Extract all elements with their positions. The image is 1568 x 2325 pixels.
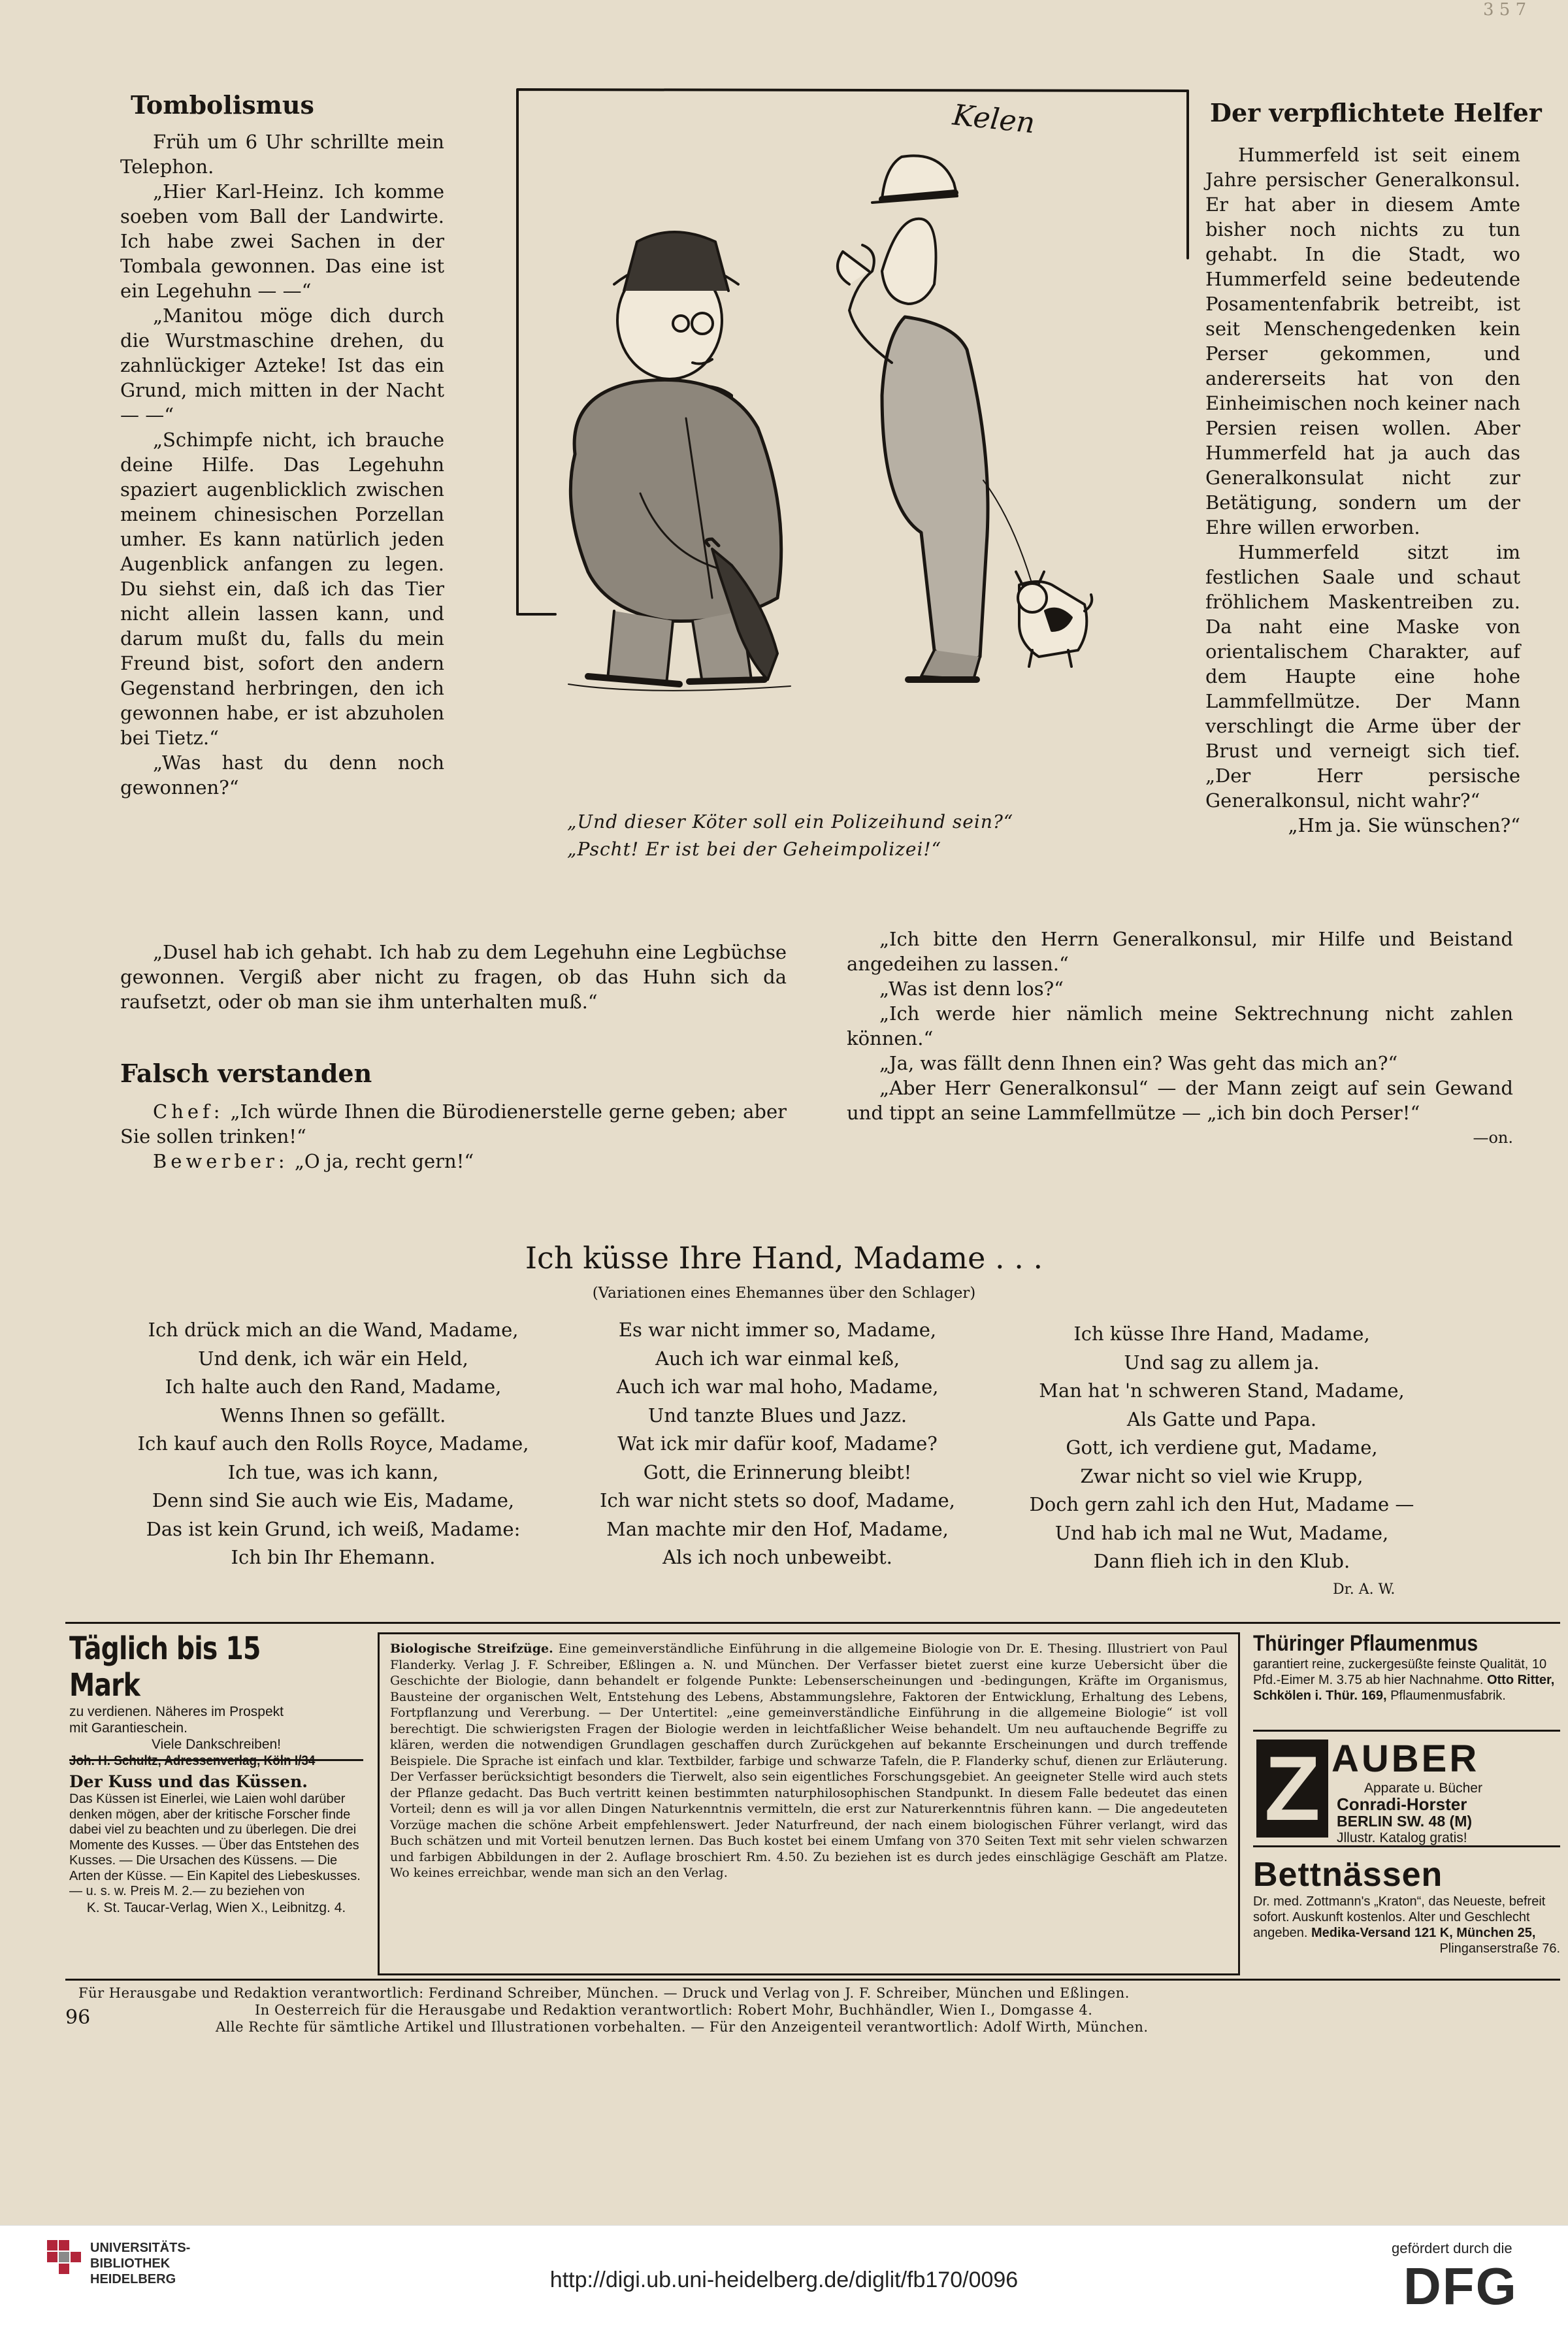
helfer-paragraph: Hummerfeld sitzt im festlichen Saale und schaut fröhlichem Maskentreiben zu. Da naht eine Maske von orientalischem Charakter, auf dem Haupte eine hohe Lammfellmütze. Der Mann verschlingt die Arme über der Brust und verneigt sich tief. „Der Herr persische Generalkonsul, nicht wahr?“: [1205, 541, 1520, 812]
ad-divider-bottom: [65, 1979, 1560, 1981]
poem-line: Ich küsse Ihre Hand, Madame,: [1073, 1323, 1370, 1345]
imprint-line1: Für Herausgabe und Redaktion verantwortlich: Ferdinand Schreiber, München. — Druck und Verlag von J. F. Schreiber, München und Eßlingen.: [78, 1985, 1130, 2001]
viewer-footer: [0, 2225, 1568, 2325]
ad-kuss-publisher: K. St. Taucar-Verlag, Wien X., Leibnitzg. 4.: [86, 1900, 346, 1915]
poem-line: Ich kauf auch den Rolls Royce, Madame,: [137, 1432, 529, 1455]
falsch-line1: „Ich würde Ihnen die Bürodienerstelle gerne geben; aber Sie sollen trinken!“: [120, 1100, 787, 1147]
ad-taeglich-address: Joh. H. Schultz, Adressenverlag, Köln I/34: [69, 1753, 316, 1768]
ad-bettnaessen-body: Dr. med. Zottmann's „Kraton“, das Neueste, befreit sofort. Auskunft kostenlos. Alter und Geschlecht angeben.: [1253, 1894, 1546, 1940]
ad-pflaumenmus: [1253, 1630, 1560, 1732]
falsch-label-chef: Chef:: [153, 1100, 224, 1123]
ad-zauber-word: AUBER: [1331, 1738, 1480, 1780]
poem-line: Ich drück mich an die Wand, Madame,: [148, 1319, 519, 1341]
poem-line: Gott, ich verdiene gut, Madame,: [1066, 1436, 1378, 1459]
poem-line: Als Gatte und Papa.: [1126, 1408, 1317, 1430]
tombolismus-paragraph: „Manitou möge dich durch die Wurstmaschine drehen, du zahnlückiger Azteke! Ist das ein Grund, mich mitten in der Nacht — —“: [120, 305, 444, 426]
tombolismus-paragraph: Früh um 6 Uhr schrillte mein Telephon.: [120, 131, 444, 178]
tombolismus-paragraph: „Was hast du denn noch gewonnen?“: [120, 751, 444, 799]
ad-pflaumenmus-suffix: Pflaumenmusfabrik.: [1390, 1689, 1506, 1703]
poem-line: Doch gern zahl ich den Hut, Madame —: [1029, 1493, 1414, 1515]
falsch-label-bewerber: Bewerber:: [153, 1150, 289, 1172]
ad-kuss-body: Das Küssen ist Einerlei, wie Laien wohl darüber denken mögen, aber der kritische Forscher finde dabei viel zu beachten und zu überlegen. Die drei Momente des Kusses. — Über das Entstehen des Kusses. — Die Ursachen des Küssens. — Die Arten der Küsse. — Ein Kapitel des Liebeskusses. — u. s. w. Preis M. 2.— zu beziehen von: [69, 1792, 361, 1898]
funded-by-text: gefördert durch die: [1392, 2240, 1512, 2256]
poem-line: Das ist kein Grund, ich weiß, Madame:: [146, 1517, 521, 1540]
ad-zauber-company: Conradi-Horster: [1337, 1794, 1467, 1814]
ad-bettnaessen: [1253, 1856, 1560, 1973]
poem-line: Und hab ich mal ne Wut, Madame,: [1054, 1521, 1389, 1544]
cartoon-caption-line2: „Pscht! Er ist bei der Geheimpolizei!“: [567, 838, 941, 860]
page-number: 96: [65, 2006, 91, 2029]
ad-zauber-z: Z: [1256, 1740, 1328, 1838]
poem-line: Man machte mir den Hof, Madame,: [606, 1517, 949, 1540]
falsch-body: [120, 1099, 787, 1174]
tombolismus-title: Tombolismus: [131, 90, 314, 120]
logo-line2: BIBLIOTHEK: [90, 2256, 171, 2271]
dfg-logo: DFG: [1403, 2257, 1518, 2315]
ad-kuss-title: Der Kuss und das Küssen.: [69, 1772, 308, 1791]
helfer-title: Der verpflichtete Helfer: [1210, 98, 1542, 127]
ad-bettnaessen-headline: Bettnässen: [1253, 1856, 1443, 1894]
poem-signature: Dr. A. W.: [1333, 1581, 1396, 1598]
ad-bettnaessen-company: Medika-Versand 121 K, München 25,: [1311, 1926, 1536, 1940]
ad-zauber-address: BERLIN SW. 48 (M): [1337, 1813, 1473, 1830]
poem-line: Ich bin Ihr Ehemann.: [231, 1546, 436, 1568]
logo-line3: HEIDELBERG: [90, 2272, 176, 2286]
falsch-line2: „O ja, recht gern!“: [294, 1150, 474, 1172]
poem-stanza-1: [131, 1316, 536, 1572]
imprint-line2: In Oesterreich für die Herausgabe und Redaktion verantwortlich: Robert Mohr, Buchhändler, Wien I., Domgasse 4.: [255, 2002, 1093, 2018]
ad-biologie-body: Eine gemeinverständliche Einführung in die allgemeine Biologie von Dr. E. Thesing. Illustriert von Paul Flanderky. Verlag J. F. Schreiber, Eßlingen a. N. und München. Der Verfasser bietet zuerst eine kurze Uebersicht über die Geschichte der Biologie, dann behandelt er folgende Punkte: Lebenserscheinungen und -bedingungen, Kräfte im Organismus, Bausteine der organischen Welt, Entstehung des Lebens, Abstammungslehre, Faktoren der Entwicklung, Erhaltung des Lebens, Fortpflanzung und Vererbung. — Der Untertitel: „eine gemeinverständliche Einführung in die allgemeine Biologie“ ist voll berechtigt. Die schwierigsten Fragen der Biologie werden in leichtfaßlicher Weise behandelt. Um neu auftauchende Begriffe zu klären, werden die notwendigen Grundlagen geschaffen durch Zurückgehen auf bekannte Erscheinungen und durch treffende Beispiele. Die Sprache ist einfach und klar. Textbilder, farbige und schwarze Tafeln, die P. Flanderky schuf, dienen zur Erläuterung. Der Verfasser berücksichtigt besonders die Tierwelt, also sein eigentliches Forschungsgebiet. An geeigneter Stelle wird auch stets der Pflanze gedacht. Das Buch vertritt keinen bestimmten naturphilosophischen Standpunkt. In diesem Falle bedeutet das einen Vorteil; denn es will ja vor allen Dingen Naturkenntnis vermitteln, die erst zur Naturerkenntnis führen kann. — Die angedeuteten Vorzüge machen die schöne Arbeit empfehlenswert. Jeder Naturfreund, der nach einem biologischen Führer verlangt, wird das Buch schätzen und mit Vorteil benutzen lernen. Das Buch kostet bei einem Umfang von 370 Seiten Text mit sehr vielen schwarzen und farbigen Abbildungen in der 2. Auflage broschiert Rm. 4.50. Zu beziehen ist es durch jedes einschlägige Geschäft am Platze. Wo keines erreichbar, wende man sich an den Verlag.: [390, 1641, 1228, 1880]
poem-line: Gott, die Erinnerung bleibt!: [643, 1460, 912, 1483]
ad-taeglich-headline: Täglich bis 15 Mark: [69, 1630, 261, 1704]
poem-line: Und tanzte Blues und Jazz.: [647, 1404, 907, 1426]
poem-line: Und denk, ich wär ein Held,: [198, 1347, 468, 1370]
poem-line: Ich war nicht stets so doof, Madame,: [600, 1489, 955, 1511]
poem-line: Man hat 'n schweren Stand, Madame,: [1039, 1379, 1405, 1402]
ad-taeglich-line: mit Garantieschein.: [69, 1721, 188, 1736]
ad-taeglich-line: zu verdienen. Näheres im Prospekt: [69, 1704, 284, 1719]
cartoon-caption-line1: „Und dieser Köter soll ein Polizeihund sein?“: [567, 811, 1014, 833]
poem-line: Als ich noch unbeweibt.: [662, 1546, 892, 1568]
poem-line: Zwar nicht so viel wie Krupp,: [1080, 1464, 1364, 1487]
ad-pflaumenmus-body: garantiert reine, zuckergesüßte feinste Qualität, 10 Pfd.-Eimer M. 3.75 ab hier Nachnahme.: [1253, 1657, 1547, 1687]
ad-zauber: [1253, 1737, 1560, 1847]
poem-line: Denn sind Sie auch wie Eis, Madame,: [152, 1489, 515, 1511]
ad-taeglich: [69, 1630, 363, 1768]
helfer-paragraph: „Ja, was fällt denn Ihnen ein? Was geht das mich an?“: [879, 1052, 1398, 1074]
helfer-paragraph: „Ich bitte den Herrn Generalkonsul, mir Hilfe und Beistand angedeihen zu lassen.“: [847, 928, 1513, 975]
falsch-title: Falsch verstanden: [120, 1059, 372, 1088]
helfer-paragraph: „Hm ja. Sie wünschen?“: [1288, 814, 1520, 836]
poem-line: Auch ich war mal hoho, Madame,: [616, 1376, 939, 1398]
tombolismus-column: [120, 129, 444, 800]
ad-zauber-line1: Apparate u. Bücher: [1364, 1781, 1482, 1796]
helfer-wide-column: [847, 927, 1513, 1150]
ad-zauber-catalog: Jllustr. Katalog gratis!: [1337, 1830, 1467, 1845]
helfer-paragraph: „Was ist denn los?“: [879, 978, 1064, 1000]
poem-line: Wenns Ihnen so gefällt.: [220, 1404, 446, 1426]
cartoon-frame: [516, 88, 1189, 696]
tombolismus-paragraph: „Schimpfe nicht, ich brauche deine Hilfe. Das Legehuhn spaziert augenblicklich zwischen meinem chinesischen Porzellan umher. Es kann natürlich jeden Augenblick anfangen zu legen. Du siehst ein, daß ich das Tier nicht allein lassen kann, und darum mußt du, falls du mein Freund bist, sofort den andern Gegenstand herbringen, den ich gewonnen habe, er ist abzuholen bei Tietz.“: [120, 429, 444, 749]
ad-biologie-text: [390, 1641, 1228, 1881]
ad-bettnaessen-text: [1253, 1894, 1560, 1956]
cartoon-illustration: [516, 88, 1189, 696]
imprint-line3: Alle Rechte für sämtliche Artikel und Illustrationen vorbehalten. — Für den Anzeigenteil verantwortlich: Adolf Wirth, München.: [216, 2019, 1149, 2035]
poem-title: Ich küsse Ihre Hand, Madame . . .: [525, 1240, 1043, 1276]
permalink-url[interactable]: http://digi.ub.uni-heidelberg.de/diglit/fb170/0096: [549, 2267, 1019, 2292]
tombolismus-wide-paragraph: [120, 940, 787, 1014]
poem-line: Es war nicht immer so, Madame,: [618, 1319, 937, 1341]
corner-mark: 3 5 7: [1483, 0, 1527, 20]
ad-pflaumenmus-headline: Thüringer Pflaumenmus: [1253, 1631, 1478, 1656]
poem-line: Ich halte auch den Rand, Madame,: [165, 1376, 502, 1398]
helfer-column: [1205, 142, 1520, 838]
cartoon-signature: Kelen: [951, 98, 1037, 140]
poem-subtitle: (Variationen eines Ehemannes über den Schlager): [592, 1285, 976, 1302]
ad-pflaumenmus-text: [1253, 1657, 1560, 1704]
tombolismus-paragraph: „Dusel hab ich gehabt. Ich hab zu dem Legehuhn eine Legbüchse gewonnen. Vergiß aber nicht zu fragen, ob das Huhn sich da raufsetzt, oder ob man sie ihm unterhalten muß.“: [120, 941, 787, 1013]
helfer-paragraph: „Aber Herr Generalkonsul“ — der Mann zeigt auf sein Gewand und tippt an seine Lammfellmütze — „ich bin doch Perser!“: [847, 1077, 1513, 1124]
helfer-paragraph: Hummerfeld ist seit einem Jahre persischer Generalkonsul. Er hat aber in diesem Amte bisher noch nichts zu tun gehabt. In die Stadt, wo Hummerfeld seine bedeutende Posamentenfabrik betreibt, ist seit Menschengedenken kein Perser gekommen, und andererseits hat von den Einheimischen noch keiner nach Persien reisen wollen. Aber Hummerfeld hat ja auch das Generalkonsulat nicht zur Betätigung, sondern um der Ehre willen erworben.: [1205, 144, 1520, 538]
poem-line: Ich tue, was ich kann,: [227, 1460, 439, 1483]
ad-pflaumenmus-company: Otto Ritter, Schkölen i. Thür. 169,: [1253, 1673, 1555, 1703]
poem-stanza-2: [575, 1316, 980, 1572]
poem-line: Wat ick mir dafür koof, Madame?: [617, 1432, 938, 1455]
poem-line: Und sag zu allem ja.: [1124, 1351, 1320, 1374]
logo-line1: UNIVERSITÄTS-: [90, 2241, 191, 2255]
ad-divider-top: [65, 1622, 1560, 1624]
helfer-signature: —on.: [1473, 1129, 1513, 1147]
poem-stanza-3: [1019, 1320, 1424, 1576]
ad-taeglich-line: Viele Dankschreiben!: [151, 1737, 282, 1752]
poem-line: Dann flieh ich in den Klub.: [1093, 1550, 1350, 1572]
ad-bettnaessen-street: Plinganserstraße 76.: [1439, 1941, 1560, 1956]
tombolismus-paragraph: „Hier Karl-Heinz. Ich komme soeben vom Ball der Landwirte. Ich habe zwei Sachen in der Tombala gewonnen. Das eine ist ein Legehuhn — —“: [120, 180, 444, 302]
ad-biologie: [378, 1632, 1240, 1975]
ad-biologie-title: Biologische Streifzüge.: [390, 1641, 553, 1656]
helfer-paragraph: „Ich werde hier nämlich meine Sektrechnung nicht zahlen können.“: [847, 1002, 1513, 1049]
poem-line: Auch ich war einmal keß,: [655, 1347, 900, 1370]
ad-kuss: [69, 1772, 363, 1971]
